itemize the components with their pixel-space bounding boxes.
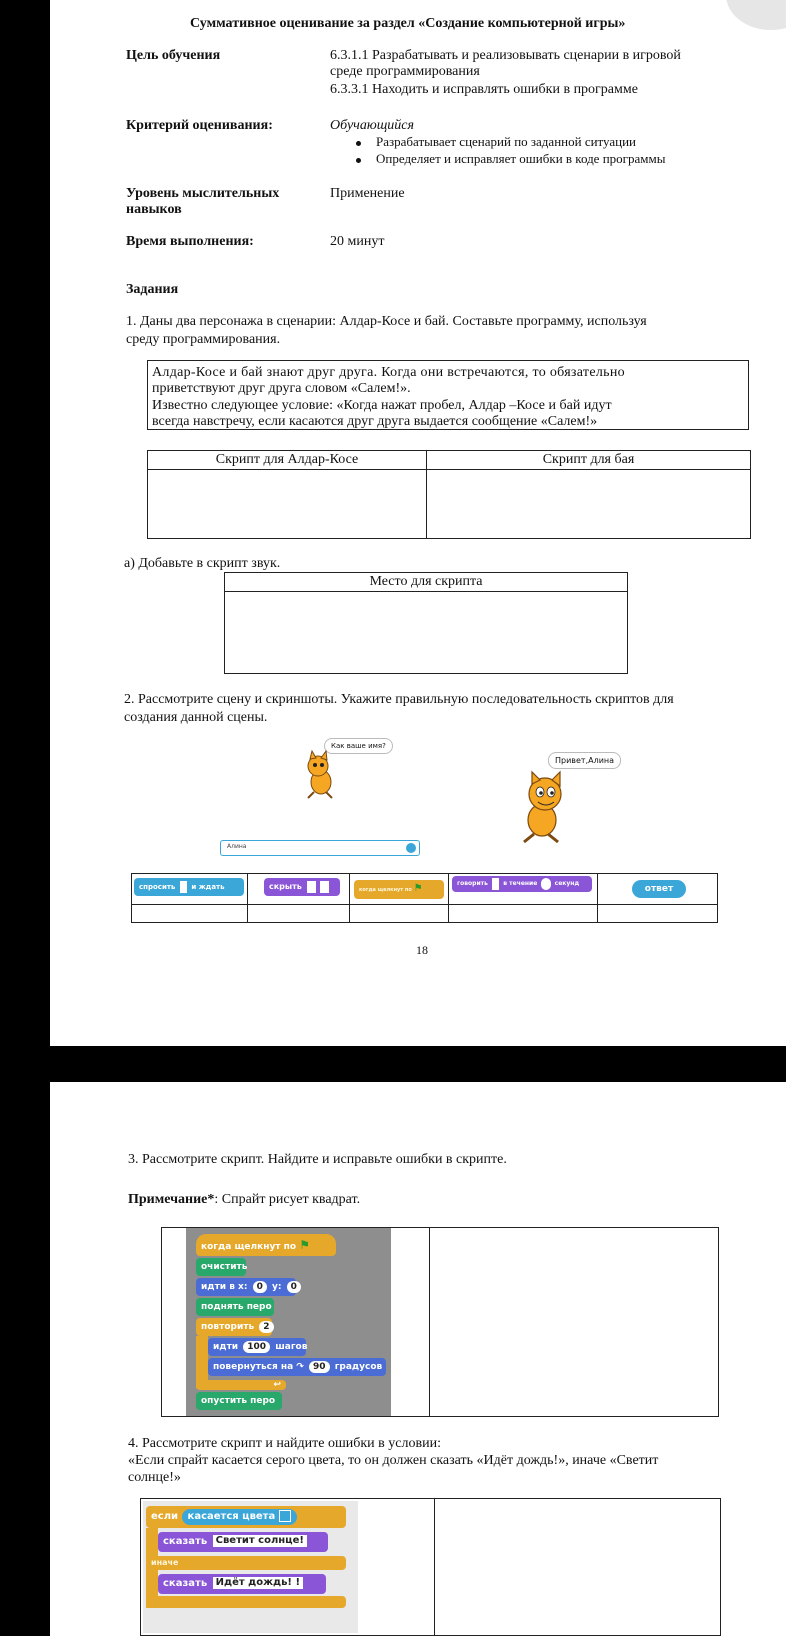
task1a: а) Добавьте в скрипт звук. xyxy=(124,556,281,571)
task1-line-2: среду программирования. xyxy=(126,332,281,347)
else-label: иначе xyxy=(146,1556,346,1570)
green-flag-icon: ⚑ xyxy=(413,883,423,894)
ask-block-wait: и ждать xyxy=(191,883,225,891)
task4-line-1: 4. Рассмотрите скрипт и найдите ошибки в условии: xyxy=(128,1436,441,1451)
pen-up-block: поднять перо xyxy=(196,1298,274,1316)
if-block xyxy=(146,1506,346,1528)
rotate-icon: ↷ xyxy=(296,1362,304,1372)
answer-cell-3[interactable] xyxy=(349,904,449,923)
say2-label: сказать xyxy=(163,1578,208,1589)
task4-line-3: солнце!» xyxy=(128,1470,181,1485)
clear-block: очистить xyxy=(196,1258,246,1276)
if-label: если xyxy=(151,1511,179,1522)
repeat-block xyxy=(196,1318,272,1336)
answer-cell-5[interactable] xyxy=(597,904,718,923)
hide-block xyxy=(264,878,340,896)
speech-bubble-right: Привет,Алина xyxy=(548,752,621,769)
touching-color-block xyxy=(182,1509,297,1525)
bullet-icon xyxy=(356,158,361,163)
scenario-line-3: Известно следующее условие: «Когда нажат пробел, Алдар –Косе и бай идут xyxy=(152,398,612,413)
when-flag-label: когда щелкнут по xyxy=(201,1242,297,1252)
script-header-2 xyxy=(426,450,751,470)
level-value: Применение xyxy=(330,186,405,201)
level-label-2: навыков xyxy=(126,202,182,217)
cat-sprite-large-icon xyxy=(510,770,580,845)
tasks-heading: Задания xyxy=(126,282,179,297)
say-block-secs: секунд xyxy=(554,880,580,887)
scenario-line-2: приветствуют друг друга словом «Салем!». xyxy=(152,381,411,396)
answer-block xyxy=(632,880,686,898)
goal-line-3: 6.3.3.1 Находить и исправлять ошибки в программе xyxy=(330,82,638,97)
page-title: Суммативное оценивание за раздел «Создание компьютерной игры» xyxy=(190,16,626,31)
turn-block xyxy=(208,1358,386,1376)
time-value: 20 минут xyxy=(330,234,385,249)
criteria-label: Критерий оценивания: xyxy=(126,118,273,133)
scenario-box xyxy=(147,360,749,430)
answer-input[interactable] xyxy=(220,840,420,856)
document-page-2 xyxy=(50,1082,786,1636)
when-flag-block xyxy=(196,1234,336,1256)
script-place-header xyxy=(224,572,628,592)
cat-sprite-icon xyxy=(296,750,346,800)
say1-block xyxy=(158,1532,328,1552)
script-col2-label: Скрипт для бая xyxy=(542,452,635,467)
touching-label: касается цвета xyxy=(187,1511,276,1522)
task2-line-2: создания данной сцены. xyxy=(124,710,268,725)
goto-label: идти в x: xyxy=(201,1282,248,1292)
move-value: 100 xyxy=(243,1341,270,1353)
green-flag-icon: ⚑ xyxy=(299,1238,310,1252)
repeat-label: повторить xyxy=(201,1322,255,1332)
turn-value: 90 xyxy=(309,1361,330,1373)
script3-answer-cell[interactable] xyxy=(429,1227,719,1417)
repeat-end xyxy=(196,1380,286,1390)
say2-text: Идёт дождь! ! xyxy=(213,1577,303,1589)
level-label-1: Уровень мыслительных xyxy=(126,186,280,201)
time-label: Время выполнения: xyxy=(126,234,254,249)
scenario-line-1: Алдар-Косе и бай знают друг друга. Когда они встречаются, то обязательно xyxy=(152,365,625,380)
repeat-value: 2 xyxy=(259,1321,273,1333)
color-swatch xyxy=(279,1510,291,1522)
criteria-item-2: Определяет и исправляет ошибки в коде программы xyxy=(376,151,666,166)
goto-x-value: 0 xyxy=(253,1281,267,1293)
say-block-label: говорить xyxy=(457,880,488,887)
script4-answer-cell[interactable] xyxy=(434,1498,721,1636)
say1-label: сказать xyxy=(163,1536,208,1547)
move-block xyxy=(208,1338,306,1356)
move-label: идти xyxy=(213,1342,239,1352)
scenario-line-4: всегда навстречу, если касаются друг друга выдается сообщение «Салем!» xyxy=(152,414,598,429)
document-page-1 xyxy=(50,0,786,1046)
script-place-label: Место для скрипта xyxy=(369,574,483,589)
check-icon[interactable] xyxy=(406,843,416,853)
answer-cell-1[interactable] xyxy=(131,904,248,923)
script-header-1 xyxy=(147,450,427,470)
turn-label: повернуться на xyxy=(213,1362,294,1372)
goto-block xyxy=(196,1278,296,1296)
answer-cell-2[interactable] xyxy=(247,904,350,923)
corner-shape xyxy=(726,0,786,30)
task3: 3. Рассмотрите скрипт. Найдите и исправьте ошибки в скрипте. xyxy=(128,1152,507,1167)
task4-line-2: «Если спрайт касается серого цвета, то он должен сказать «Идёт дождь!», иначе «Светит xyxy=(128,1453,659,1468)
goto-y-value: 0 xyxy=(287,1281,301,1293)
say-block xyxy=(452,876,592,892)
move-steps: шагов xyxy=(275,1342,308,1352)
loop-arrow-icon: ↩ xyxy=(273,1380,281,1390)
flag-block xyxy=(354,880,444,899)
pen-down-block: опустить перо xyxy=(196,1392,282,1410)
task1-line-1: 1. Даны два персонажа в сценарии: Алдар-Косе и бай. Составьте программу, используя xyxy=(126,314,647,329)
say1-text: Светит солнце! xyxy=(213,1535,307,1547)
script-col1-label: Скрипт для Алдар-Косе xyxy=(215,452,359,467)
script-cell-2[interactable] xyxy=(426,469,751,539)
answer-cell-4[interactable] xyxy=(448,904,598,923)
note-line xyxy=(128,1192,360,1208)
note-label: Примечание* xyxy=(128,1192,215,1207)
ask-block xyxy=(134,878,244,896)
script-cell-1[interactable] xyxy=(147,469,427,539)
answer-input-value: Алина xyxy=(227,843,247,850)
goto-y-label: y: xyxy=(272,1282,282,1292)
if-end xyxy=(146,1596,346,1608)
say-block-during: в течение xyxy=(503,880,538,887)
script-place-cell[interactable] xyxy=(224,591,628,674)
goal-label: Цель обучения xyxy=(126,48,221,63)
hide-block-label: скрыть xyxy=(269,882,302,891)
turn-degrees: градусов xyxy=(334,1362,383,1372)
flag-block-label: когда щелкнут по xyxy=(359,887,412,893)
criteria-item-1: Разрабатывает сценарий по заданной ситуации xyxy=(376,134,637,149)
page-number: 18 xyxy=(416,943,428,957)
ask-block-label: спросить xyxy=(139,883,176,891)
answer-block-label: ответ xyxy=(644,884,674,894)
task2-line-1: 2. Рассмотрите сцену и скриншоты. Укажите правильную последовательность скриптов для xyxy=(124,692,674,707)
goal-line-1: 6.3.1.1 Разрабатывать и реализовывать сценарии в игровой xyxy=(330,48,681,63)
criteria-intro: Обучающийся xyxy=(330,118,415,133)
speech-bubble-left: Как ваше имя? xyxy=(324,738,393,754)
bullet-icon xyxy=(356,141,361,146)
goal-line-2: среде программирования xyxy=(330,64,480,79)
say2-block xyxy=(158,1574,326,1594)
note-text: : Спрайт рисует квадрат. xyxy=(214,1192,361,1207)
